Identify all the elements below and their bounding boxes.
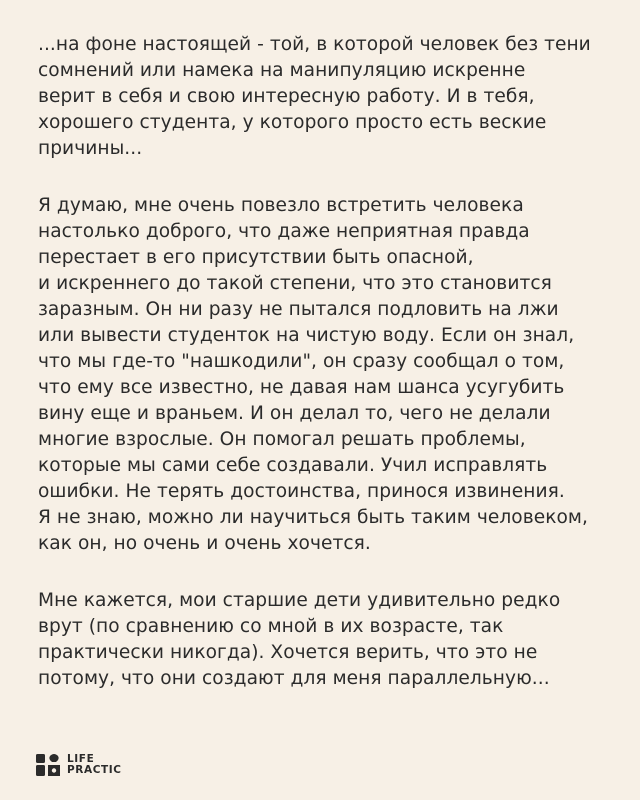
text-line: практически никогда). Хочется верить, что это не: [38, 642, 538, 663]
text-line: многие взрослые. Он помогал решать проблемы,: [38, 429, 526, 450]
paragraph-3: [38, 588, 618, 692]
text-line: перестает в его присутствии быть опасной,: [38, 247, 474, 268]
text-line: как он, но очень и очень хочется.: [38, 533, 371, 554]
text-line: что мы где-то "нашкодили", он сразу сообщал о том,: [38, 351, 565, 372]
text-line: что ему все известно, не давая нам шанса усугубить: [38, 377, 565, 398]
text-line: заразным. Он ни разу не пытался подловить на лжи: [38, 299, 559, 320]
text-line: причины...: [38, 138, 143, 159]
text-line: Я не знаю, можно ли научиться быть таким человеком,: [38, 507, 588, 528]
paragraph-2: [38, 193, 618, 557]
paragraph-1: [38, 32, 618, 162]
text-line: сомнений или намека на манипуляцию искренне: [38, 60, 526, 81]
text-line: ошибки. Не терять достоинства, принося извинения.: [38, 481, 565, 502]
text-line: или вывести студенток на чистую воду. Если он знал,: [38, 325, 575, 346]
text-line: ...на фоне настоящей - той, в которой человек без тени: [38, 34, 591, 55]
article-body: [38, 32, 618, 723]
life-practic-logo-icon: [36, 752, 62, 778]
text-line: врут (по сравнению со мной в их возрасте, так: [38, 616, 504, 637]
text-line: настолько доброго, что даже неприятная правда: [38, 221, 530, 242]
text-line: потому, что они создают для меня параллельную...: [38, 668, 550, 689]
text-line: верит в себя и свою интересную работу. И в тебя,: [38, 86, 535, 107]
text-line: которые мы сами себе создавали. Учил исправлять: [38, 455, 548, 476]
brand-logo: [36, 752, 122, 778]
logo-wordmark: [67, 754, 122, 776]
text-line: хорошего студента, у которого просто есть веские: [38, 112, 547, 133]
logo-line-1: LIFE: [67, 753, 95, 765]
text-line: вину еще и враньем. И он делал то, чего не делали: [38, 403, 551, 424]
text-line: Мне кажется, мои старшие дети удивительно редко: [38, 590, 561, 611]
logo-line-2: PRACTIC: [67, 764, 122, 776]
text-line: Я думаю, мне очень повезло встретить человека: [38, 195, 524, 216]
text-line: и искреннего до такой степени, что это становится: [38, 273, 552, 294]
